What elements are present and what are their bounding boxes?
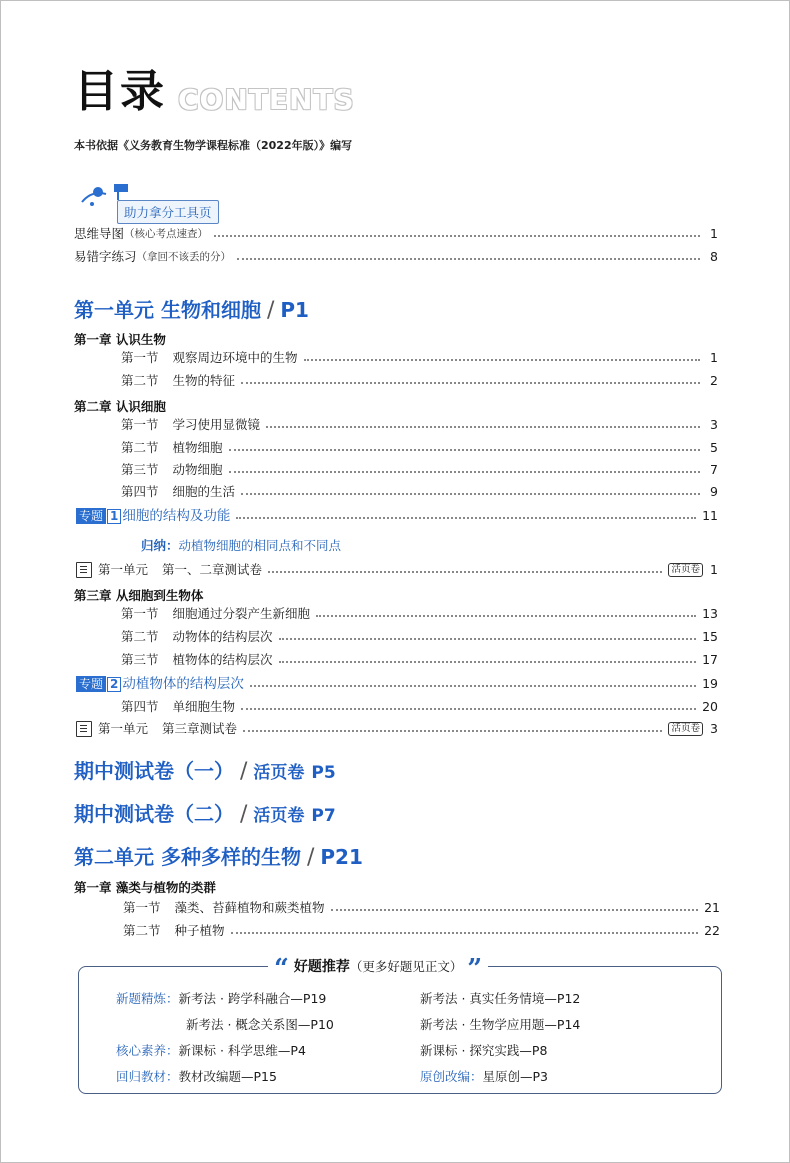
toc-row[interactable]: 思维导图 （核心考点速查） 1 xyxy=(74,226,718,241)
page-number: 9 xyxy=(710,484,718,499)
page-number: 1 xyxy=(710,226,718,241)
unit-heading[interactable]: 第二单元 多种多样的生物 / P21 xyxy=(74,845,363,870)
topic-row[interactable]: 专题 1 细胞的结构及功能 11 xyxy=(76,508,718,524)
chapter-heading: 第二章 认识细胞 xyxy=(74,399,166,414)
page-number: 3 xyxy=(710,721,718,736)
chapter-heading: 第一章 认识生物 xyxy=(74,332,166,347)
topic-number: 1 xyxy=(107,509,121,524)
toc-row[interactable]: 第四节 细胞的生活 9 xyxy=(121,484,718,499)
page-number: 17 xyxy=(702,652,718,667)
toc-row[interactable]: 第一节 细胞通过分裂产生新细胞 13 xyxy=(121,606,718,621)
toc-row[interactable]: 第二节 生物的特征 2 xyxy=(121,373,718,388)
recommend-item[interactable]: 核心素养：新课标 · 科学思维—P4 xyxy=(116,1043,306,1058)
page-number: 11 xyxy=(702,508,718,523)
toc-row[interactable]: 第三节 植物体的结构层次 17 xyxy=(121,652,718,667)
open-quote-icon: “ xyxy=(274,954,289,984)
test-paper-icon xyxy=(76,721,92,737)
recommend-item[interactable]: 新考法 · 概念关系图—P10 xyxy=(186,1017,334,1032)
test-row[interactable]: 第一单元 第一、二章测试卷 活页卷 1 xyxy=(76,562,718,578)
summary-note: 归纳：动植物细胞的相同点和不同点 xyxy=(141,538,342,553)
test-paper-icon xyxy=(76,562,92,578)
recommend-item[interactable]: 新题精炼：新考法 · 跨学科融合—P19 xyxy=(116,991,327,1006)
toc-row[interactable]: 第三节 动物细胞 7 xyxy=(121,462,718,477)
page-title: 目录 xyxy=(74,66,166,117)
topic-tag: 专题 xyxy=(76,508,106,524)
page-number: 13 xyxy=(702,606,718,621)
toc-row[interactable]: 第四节 单细胞生物 20 xyxy=(121,699,718,714)
unit-heading[interactable]: 第一单元 生物和细胞 / P1 xyxy=(74,298,309,323)
page-number: 22 xyxy=(704,923,720,938)
page-number: 3 xyxy=(710,417,718,432)
test-row[interactable]: 第一单元 第三章测试卷 活页卷 3 xyxy=(76,721,718,737)
page-subtitle: 本书依据《义务教育生物学课程标准（2022年版）》编写 xyxy=(74,139,353,152)
page-number: 21 xyxy=(704,900,720,915)
page-number: 19 xyxy=(702,676,718,691)
page-title-english: CONTENTS xyxy=(178,83,355,116)
tools-label: 助力拿分工具页 xyxy=(117,200,219,224)
toc-row[interactable]: 第一节 学习使用显微镜 3 xyxy=(121,417,718,432)
recommend-item[interactable]: 新课标 · 探究实践—P8 xyxy=(420,1043,548,1058)
recommend-item[interactable]: 新考法 · 真实任务情境—P12 xyxy=(420,991,581,1006)
page-number: 1 xyxy=(710,562,718,577)
loose-leaf-badge: 活页卷 xyxy=(668,722,703,736)
recommend-item[interactable]: 回归教材：教材改编题—P15 xyxy=(116,1069,277,1084)
toc-row[interactable]: 第二节 种子植物 22 xyxy=(123,923,720,938)
page-number: 8 xyxy=(710,249,718,264)
topic-tag: 专题 xyxy=(76,676,106,692)
topic-row[interactable]: 专题 2 动植物体的结构层次 19 xyxy=(76,676,718,692)
page-number: 20 xyxy=(702,699,718,714)
recommend-title: “ 好题推荐（更多好题见正文） ” xyxy=(268,954,488,984)
chapter-heading: 第一章 藻类与植物的类群 xyxy=(74,880,216,895)
toc-row[interactable]: 第二节 动物体的结构层次 15 xyxy=(121,629,718,644)
recommend-item[interactable]: 新考法 · 生物学应用题—P14 xyxy=(420,1017,581,1032)
page-number: 15 xyxy=(702,629,718,644)
midterm-heading[interactable]: 期中测试卷（一） / 活页卷 P5 xyxy=(74,759,336,784)
page-number: 7 xyxy=(710,462,718,477)
page-number: 2 xyxy=(710,373,718,388)
page-number: 1 xyxy=(710,350,718,365)
midterm-heading[interactable]: 期中测试卷（二） / 活页卷 P7 xyxy=(74,802,336,827)
toc-row[interactable]: 第一节 藻类、苔藓植物和蕨类植物 21 xyxy=(123,900,720,915)
toc-row[interactable]: 易错字练习 （拿回不该丢的分） 8 xyxy=(74,249,718,264)
topic-number: 2 xyxy=(107,677,121,692)
loose-leaf-badge: 活页卷 xyxy=(668,563,703,577)
close-quote-icon: ” xyxy=(467,954,483,984)
chapter-heading: 第三章 从细胞到生物体 xyxy=(74,588,204,603)
recommend-item[interactable]: 原创改编：星原创—P3 xyxy=(420,1069,549,1084)
page-number: 5 xyxy=(710,440,718,455)
toc-row[interactable]: 第二节 植物细胞 5 xyxy=(121,440,718,455)
toc-row[interactable]: 第一节 观察周边环境中的生物 1 xyxy=(121,350,718,365)
